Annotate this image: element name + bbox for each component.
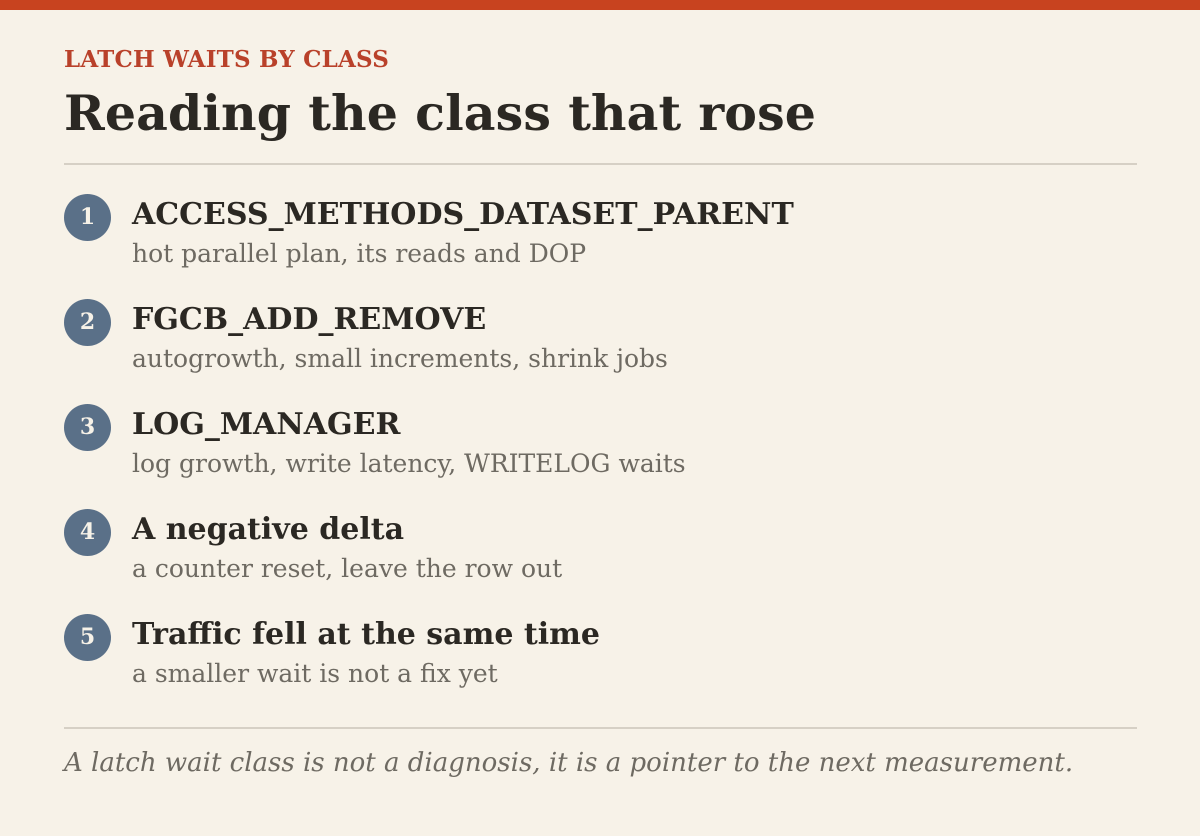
- top-accent-bar: [0, 0, 1200, 10]
- list-item: [64, 404, 1137, 494]
- item-subtitle: autogrowth, small increments, shrink jobs: [132, 344, 668, 373]
- section-kicker: LATCH WAITS BY CLASS: [64, 46, 390, 73]
- list-item: [64, 299, 1137, 389]
- item-number-badge: 5: [64, 614, 111, 661]
- list-item: [64, 509, 1137, 599]
- item-subtitle: a smaller wait is not a fix yet: [132, 659, 498, 688]
- item-number-badge: 2: [64, 299, 111, 346]
- item-title: A negative delta: [132, 512, 405, 547]
- page-title: Reading the class that rose: [64, 84, 817, 142]
- list-item: [64, 614, 1137, 704]
- item-subtitle: a counter reset, leave the row out: [132, 554, 563, 583]
- item-title: LOG_MANAGER: [132, 407, 401, 442]
- footnote: A latch wait class is not a diagnosis, it is a pointer to the next measurement.: [64, 748, 1074, 778]
- item-title: FGCB_ADD_REMOVE: [132, 302, 487, 337]
- bottom-divider: [64, 727, 1137, 729]
- top-divider: [64, 163, 1137, 165]
- item-number-badge: 1: [64, 194, 111, 241]
- item-title: Traffic fell at the same time: [132, 617, 600, 652]
- item-number-badge: 4: [64, 509, 111, 556]
- item-title: ACCESS_METHODS_DATASET_PARENT: [132, 197, 794, 232]
- list-item: [64, 194, 1137, 284]
- item-number-badge: 3: [64, 404, 111, 451]
- item-subtitle: log growth, write latency, WRITELOG waits: [132, 449, 686, 478]
- item-subtitle: hot parallel plan, its reads and DOP: [132, 239, 587, 268]
